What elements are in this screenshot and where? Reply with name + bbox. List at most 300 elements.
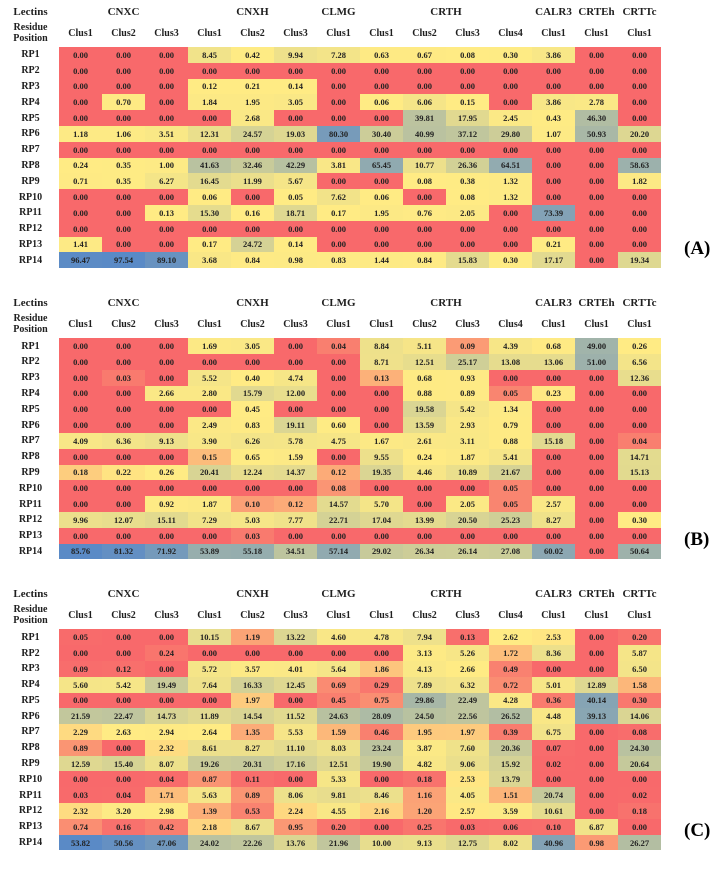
heatmap-cell: 0.00 bbox=[317, 645, 360, 661]
heatmap-row bbox=[2, 528, 661, 544]
heatmap-cell: 0.00 bbox=[188, 142, 231, 158]
heatmap-cell: 8.71 bbox=[360, 354, 403, 370]
heatmap-cell: 0.00 bbox=[59, 645, 102, 661]
heatmap-cell: 0.00 bbox=[403, 189, 446, 205]
heatmap-cell: 20.31 bbox=[231, 756, 274, 772]
heatmap-cell: 8.67 bbox=[231, 819, 274, 835]
row-label-rp11: RP11 bbox=[2, 787, 59, 803]
heatmap-cell: 0.75 bbox=[360, 693, 403, 709]
heatmap-cell: 0.00 bbox=[145, 338, 188, 354]
heatmap-cell: 0.06 bbox=[188, 189, 231, 205]
lectin-group-header-clmg: CLMG bbox=[321, 296, 356, 309]
heatmap-cell: 2.45 bbox=[489, 110, 532, 126]
heatmap-cell: 96.47 bbox=[59, 252, 102, 268]
heatmap-cell: 0.17 bbox=[188, 237, 231, 253]
heatmap-cell: 0.00 bbox=[403, 480, 446, 496]
lectin-group-header-crteh: CRTEh bbox=[578, 587, 615, 600]
cluster-header-crttc-clus1: Clus1 bbox=[627, 610, 652, 622]
heatmap-cell: 5.41 bbox=[489, 449, 532, 465]
heatmap-cell: 0.92 bbox=[145, 496, 188, 512]
heatmap-cell: 6.50 bbox=[618, 661, 661, 677]
cluster-header-crth-clus4: Clus4 bbox=[498, 319, 523, 331]
heatmap-panel bbox=[2, 3, 720, 268]
heatmap-cell: 0.08 bbox=[446, 189, 489, 205]
heatmap-cell: 8.45 bbox=[188, 47, 231, 63]
heatmap-cell: 0.24 bbox=[145, 645, 188, 661]
heatmap-cell: 0.20 bbox=[618, 629, 661, 645]
heatmap-cell: 7.62 bbox=[317, 189, 360, 205]
heatmap-cell: 0.00 bbox=[489, 528, 532, 544]
heatmap-cell: 0.00 bbox=[102, 47, 145, 63]
heatmap-row bbox=[2, 693, 661, 709]
heatmap-cell: 3.05 bbox=[274, 94, 317, 110]
heatmap-cell: 0.40 bbox=[231, 370, 274, 386]
heatmap-cell: 14.37 bbox=[274, 465, 317, 481]
heatmap-cell: 4.55 bbox=[317, 803, 360, 819]
heatmap-cell: 0.00 bbox=[618, 63, 661, 79]
cluster-header-cnxh-clus1: Clus1 bbox=[197, 319, 222, 331]
heatmap-cell: 21.96 bbox=[317, 835, 360, 851]
heatmap-cell: 0.60 bbox=[317, 417, 360, 433]
heatmap-cell: 2.94 bbox=[145, 724, 188, 740]
heatmap-cell: 0.10 bbox=[231, 496, 274, 512]
heatmap-cell: 50.56 bbox=[102, 835, 145, 851]
heatmap-cell: 0.93 bbox=[446, 370, 489, 386]
heatmap-cell: 0.84 bbox=[403, 252, 446, 268]
heatmap-cell: 6.56 bbox=[618, 354, 661, 370]
heatmap-cell: 5.78 bbox=[274, 433, 317, 449]
heatmap-cell: 0.00 bbox=[575, 465, 618, 481]
heatmap-cell: 0.00 bbox=[145, 370, 188, 386]
row-label-rp2: RP2 bbox=[2, 63, 59, 79]
heatmap-cell: 0.00 bbox=[618, 771, 661, 787]
heatmap-cell: 0.18 bbox=[618, 803, 661, 819]
heatmap-cell: 12.51 bbox=[317, 756, 360, 772]
row-label-rp7: RP7 bbox=[2, 724, 59, 740]
heatmap-cell: 18.71 bbox=[274, 205, 317, 221]
row-label-rp3: RP3 bbox=[2, 661, 59, 677]
heatmap-cell: 0.00 bbox=[317, 79, 360, 95]
heatmap-cell: 1.97 bbox=[446, 724, 489, 740]
lectin-group-header-crth: CRTH bbox=[430, 5, 462, 18]
heatmap-cell: 19.03 bbox=[274, 126, 317, 142]
heatmap-cell: 2.62 bbox=[489, 629, 532, 645]
heatmap-cell: 5.11 bbox=[403, 338, 446, 354]
heatmap-cell: 16.33 bbox=[231, 677, 274, 693]
heatmap-cell: 0.00 bbox=[102, 142, 145, 158]
heatmap-cell: 0.00 bbox=[360, 142, 403, 158]
heatmap-cell: 0.46 bbox=[360, 724, 403, 740]
heatmap-cell: 0.00 bbox=[575, 512, 618, 528]
heatmap-cell: 3.05 bbox=[231, 338, 274, 354]
lectin-group-header-cnxh: CNXH bbox=[236, 587, 269, 600]
row-label-rp14: RP14 bbox=[2, 544, 59, 560]
cluster-header-cnxc-clus2: Clus2 bbox=[111, 319, 136, 331]
cluster-header-crttc-clus1: Clus1 bbox=[627, 28, 652, 39]
heatmap-cell: 10.00 bbox=[360, 835, 403, 851]
heatmap-cell: 2.49 bbox=[188, 417, 231, 433]
heatmap-row bbox=[2, 354, 661, 370]
heatmap-cell: 0.00 bbox=[575, 661, 618, 677]
heatmap-cell: 10.15 bbox=[188, 629, 231, 645]
heatmap-cell: 0.00 bbox=[532, 528, 575, 544]
lectin-group-header-cnxc: CNXC bbox=[107, 5, 140, 18]
heatmap-cell: 0.00 bbox=[489, 94, 532, 110]
heatmap-cell: 0.36 bbox=[532, 693, 575, 709]
heatmap-cell: 3.13 bbox=[403, 645, 446, 661]
heatmap-cell: 0.74 bbox=[59, 819, 102, 835]
heatmap-cell: 12.59 bbox=[59, 756, 102, 772]
row-label-rp13: RP13 bbox=[2, 237, 59, 253]
heatmap-cell: 0.00 bbox=[618, 79, 661, 95]
heatmap-cell: 4.01 bbox=[274, 661, 317, 677]
heatmap-cell: 0.00 bbox=[231, 142, 274, 158]
cluster-header-crth-clus3: Clus3 bbox=[455, 610, 480, 622]
heatmap-cell: 1.00 bbox=[145, 158, 188, 174]
lectin-group-header-crttc: CRTTc bbox=[622, 296, 657, 309]
heatmap-cell: 8.06 bbox=[274, 787, 317, 803]
heatmap-cell: 0.07 bbox=[532, 740, 575, 756]
heatmap-cell: 0.88 bbox=[489, 433, 532, 449]
heatmap-cell: 0.09 bbox=[446, 338, 489, 354]
heatmap-cell: 15.18 bbox=[532, 433, 575, 449]
heatmap-cell: 8.46 bbox=[360, 787, 403, 803]
heatmap-cell: 2.61 bbox=[403, 433, 446, 449]
heatmap-cell: 23.24 bbox=[360, 740, 403, 756]
heatmap-cell: 2.24 bbox=[274, 803, 317, 819]
heatmap-cell: 2.05 bbox=[446, 205, 489, 221]
cluster-header-cnxc-clus3: Clus3 bbox=[154, 610, 179, 622]
cluster-header-clmg-clus1: Clus1 bbox=[326, 610, 351, 622]
heatmap-cell: 0.00 bbox=[59, 370, 102, 386]
heatmap-cell: 0.00 bbox=[145, 401, 188, 417]
heatmap-cell: 28.09 bbox=[360, 708, 403, 724]
heatmap-cell: 0.00 bbox=[403, 79, 446, 95]
heatmap-cell: 39.81 bbox=[403, 110, 446, 126]
heatmap-cell: 0.00 bbox=[59, 449, 102, 465]
heatmap-cell: 2.80 bbox=[188, 386, 231, 402]
heatmap-cell: 1.95 bbox=[360, 205, 403, 221]
heatmap-cell: 0.42 bbox=[145, 819, 188, 835]
heatmap-cell: 81.32 bbox=[102, 544, 145, 560]
cluster-header-cnxc-clus2: Clus2 bbox=[111, 610, 136, 622]
heatmap-cell: 2.53 bbox=[532, 629, 575, 645]
heatmap-cell: 19.26 bbox=[188, 756, 231, 772]
heatmap-cell: 0.00 bbox=[489, 370, 532, 386]
heatmap-cell: 5.72 bbox=[188, 661, 231, 677]
heatmap-cell: 0.00 bbox=[489, 63, 532, 79]
heatmap-cell: 85.76 bbox=[59, 544, 102, 560]
heatmap-cell: 3.11 bbox=[446, 433, 489, 449]
heatmap-cell: 26.27 bbox=[618, 835, 661, 851]
heatmap-cell: 19.34 bbox=[618, 252, 661, 268]
cluster-header-crth-clus1: Clus1 bbox=[369, 319, 394, 331]
heatmap-cell: 0.00 bbox=[360, 480, 403, 496]
heatmap-cell: 27.08 bbox=[489, 544, 532, 560]
heatmap-cell: 0.02 bbox=[532, 756, 575, 772]
heatmap-cell: 0.00 bbox=[274, 142, 317, 158]
heatmap-cell: 0.00 bbox=[489, 205, 532, 221]
heatmap-cell: 0.00 bbox=[446, 237, 489, 253]
heatmap-cell: 1.59 bbox=[274, 449, 317, 465]
heatmap-cell: 0.00 bbox=[575, 205, 618, 221]
heatmap-cell: 0.00 bbox=[188, 528, 231, 544]
cluster-header-cnxc-clus1: Clus1 bbox=[68, 610, 93, 622]
heatmap-cell: 0.53 bbox=[231, 803, 274, 819]
heatmap-cell: 0.00 bbox=[446, 221, 489, 237]
heatmap-cell: 2.57 bbox=[446, 803, 489, 819]
heatmap-cell: 0.00 bbox=[145, 110, 188, 126]
heatmap-cell: 0.00 bbox=[231, 189, 274, 205]
heatmap-cell: 4.78 bbox=[360, 629, 403, 645]
heatmap-cell: 0.08 bbox=[446, 47, 489, 63]
heatmap-cell: 0.00 bbox=[231, 645, 274, 661]
heatmap-cell: 26.34 bbox=[403, 544, 446, 560]
heatmap-cell: 0.00 bbox=[618, 47, 661, 63]
heatmap-cell: 42.29 bbox=[274, 158, 317, 174]
heatmap-cell: 0.06 bbox=[360, 189, 403, 205]
heatmap-cell: 0.00 bbox=[575, 47, 618, 63]
heatmap-cell: 0.00 bbox=[274, 401, 317, 417]
heatmap-cell: 0.00 bbox=[145, 417, 188, 433]
heatmap-cell: 0.00 bbox=[360, 79, 403, 95]
heatmap-cell: 6.06 bbox=[403, 94, 446, 110]
heatmap-cell: 0.22 bbox=[102, 465, 145, 481]
heatmap-cell: 12.45 bbox=[274, 677, 317, 693]
heatmap-cell: 0.00 bbox=[102, 496, 145, 512]
heatmap-cell: 12.00 bbox=[274, 386, 317, 402]
heatmap-cell: 0.00 bbox=[403, 528, 446, 544]
heatmap-cell: 1.86 bbox=[360, 661, 403, 677]
lectin-group-header-crteh: CRTEh bbox=[578, 5, 615, 18]
heatmap-cell: 5.52 bbox=[188, 370, 231, 386]
heatmap-cell: 1.58 bbox=[618, 677, 661, 693]
heatmap-cell: 6.36 bbox=[102, 433, 145, 449]
heatmap-cell: 20.36 bbox=[489, 740, 532, 756]
cluster-header-cnxh-clus3: Clus3 bbox=[283, 319, 308, 331]
heatmap-cell: 0.00 bbox=[360, 819, 403, 835]
heatmap-cell: 0.00 bbox=[274, 354, 317, 370]
heatmap-cell: 0.00 bbox=[102, 221, 145, 237]
heatmap-cell: 1.51 bbox=[489, 787, 532, 803]
heatmap-cell: 2.29 bbox=[59, 724, 102, 740]
heatmap-cell: 20.41 bbox=[188, 465, 231, 481]
cluster-header-crth-clus2: Clus2 bbox=[412, 610, 437, 622]
heatmap-cell: 0.00 bbox=[575, 740, 618, 756]
heatmap-cell: 2.32 bbox=[145, 740, 188, 756]
heatmap-cell: 0.00 bbox=[102, 401, 145, 417]
heatmap-cell: 0.00 bbox=[188, 645, 231, 661]
heatmap-cell: 0.83 bbox=[317, 252, 360, 268]
row-label-rp5: RP5 bbox=[2, 693, 59, 709]
heatmap-cell: 0.30 bbox=[618, 693, 661, 709]
heatmap-cell: 0.00 bbox=[575, 173, 618, 189]
heatmap-cell: 15.40 bbox=[102, 756, 145, 772]
heatmap-cell: 26.36 bbox=[446, 158, 489, 174]
heatmap-cell: 0.26 bbox=[145, 465, 188, 481]
heatmap-cell: 5.26 bbox=[446, 645, 489, 661]
heatmap-cell: 0.00 bbox=[575, 724, 618, 740]
heatmap-cell: 1.95 bbox=[231, 94, 274, 110]
heatmap-cell: 0.00 bbox=[145, 693, 188, 709]
heatmap-cell: 0.12 bbox=[188, 79, 231, 95]
heatmap-cell: 0.10 bbox=[532, 819, 575, 835]
heatmap-cell: 19.11 bbox=[274, 417, 317, 433]
heatmap-cell: 0.03 bbox=[231, 528, 274, 544]
heatmap-cell: 0.00 bbox=[59, 63, 102, 79]
heatmap-cell: 0.00 bbox=[317, 449, 360, 465]
heatmap-cell: 0.13 bbox=[360, 370, 403, 386]
cluster-header-cnxh-clus1: Clus1 bbox=[197, 28, 222, 39]
heatmap-cell: 13.59 bbox=[403, 417, 446, 433]
heatmap-cell: 1.87 bbox=[188, 496, 231, 512]
heatmap-cell: 9.06 bbox=[446, 756, 489, 772]
lectin-group-header-cnxh: CNXH bbox=[236, 5, 269, 18]
heatmap-cell: 40.99 bbox=[403, 126, 446, 142]
heatmap-cell: 0.15 bbox=[188, 449, 231, 465]
heatmap-cell: 0.84 bbox=[231, 252, 274, 268]
heatmap-cell: 0.00 bbox=[360, 110, 403, 126]
heatmap-cell: 0.05 bbox=[274, 189, 317, 205]
heatmap-cell: 0.00 bbox=[59, 94, 102, 110]
heatmap-cell: 0.00 bbox=[575, 771, 618, 787]
heatmap-cell: 0.00 bbox=[575, 221, 618, 237]
cluster-header-crth-clus1: Clus1 bbox=[369, 28, 394, 39]
heatmap-cell: 7.94 bbox=[403, 629, 446, 645]
heatmap-cell: 0.00 bbox=[446, 63, 489, 79]
heatmap-cell: 0.00 bbox=[102, 771, 145, 787]
heatmap-cell: 2.66 bbox=[145, 386, 188, 402]
heatmap-cell: 0.67 bbox=[403, 47, 446, 63]
heatmap-row bbox=[2, 803, 661, 819]
heatmap-cell: 1.67 bbox=[360, 433, 403, 449]
panel-label: (B) bbox=[684, 529, 710, 551]
heatmap-cell: 0.00 bbox=[102, 237, 145, 253]
residue-label-line2: Position bbox=[13, 614, 48, 626]
heatmap-cell: 25.17 bbox=[446, 354, 489, 370]
heatmap-cell: 40.14 bbox=[575, 693, 618, 709]
cluster-header-crth-clus2: Clus2 bbox=[412, 28, 437, 39]
heatmap-cell: 0.00 bbox=[274, 645, 317, 661]
heatmap-cell: 0.00 bbox=[618, 221, 661, 237]
heatmap-cell: 0.00 bbox=[575, 480, 618, 496]
heatmap-cell: 0.00 bbox=[59, 528, 102, 544]
cluster-header-cnxh-clus3: Clus3 bbox=[283, 28, 308, 39]
heatmap-cell: 0.00 bbox=[532, 480, 575, 496]
heatmap-cell: 0.18 bbox=[403, 771, 446, 787]
heatmap-cell: 0.00 bbox=[59, 205, 102, 221]
heatmap-cell: 0.24 bbox=[403, 449, 446, 465]
heatmap-cell: 0.00 bbox=[102, 417, 145, 433]
cluster-header-cnxc-clus1: Clus1 bbox=[68, 319, 93, 331]
lectin-group-header-cnxc: CNXC bbox=[107, 587, 140, 600]
heatmap-cell: 0.00 bbox=[188, 110, 231, 126]
heatmap-cell: 0.00 bbox=[317, 142, 360, 158]
residue-position-header bbox=[2, 20, 59, 47]
heatmap-cell: 0.00 bbox=[145, 661, 188, 677]
heatmap-cell: 0.06 bbox=[489, 819, 532, 835]
heatmap-cell: 13.99 bbox=[403, 512, 446, 528]
heatmap-cell: 1.71 bbox=[145, 787, 188, 803]
heatmap-cell: 0.16 bbox=[231, 205, 274, 221]
cluster-header-cnxc-clus3: Clus3 bbox=[154, 319, 179, 331]
heatmap-cell: 55.18 bbox=[231, 544, 274, 560]
lectin-group-header-calr3: CALR3 bbox=[535, 587, 572, 600]
heatmap-cell: 0.63 bbox=[360, 47, 403, 63]
heatmap-cell: 0.05 bbox=[489, 480, 532, 496]
lectin-group-header-crttc: CRTTc bbox=[622, 587, 657, 600]
heatmap-row bbox=[2, 544, 661, 560]
row-label-rp12: RP12 bbox=[2, 221, 59, 237]
heatmap-cell: 10.61 bbox=[532, 803, 575, 819]
heatmap-row bbox=[2, 126, 661, 142]
heatmap-cell: 0.00 bbox=[102, 386, 145, 402]
heatmap-cell: 11.52 bbox=[274, 708, 317, 724]
heatmap-cell: 3.68 bbox=[188, 252, 231, 268]
lectin-group-header-cnxc: CNXC bbox=[107, 296, 140, 309]
heatmap-cell: 17.04 bbox=[360, 512, 403, 528]
heatmap-cell: 0.00 bbox=[618, 94, 661, 110]
heatmap-row bbox=[2, 189, 661, 205]
heatmap-cell: 0.00 bbox=[575, 756, 618, 772]
heatmap-cell: 0.00 bbox=[532, 370, 575, 386]
heatmap-cell: 0.89 bbox=[59, 740, 102, 756]
heatmap-cell: 0.00 bbox=[618, 417, 661, 433]
residue-label-line2: Position bbox=[13, 323, 48, 335]
heatmap-cell: 0.00 bbox=[360, 645, 403, 661]
heatmap-cell: 0.00 bbox=[446, 528, 489, 544]
heatmap-cell: 0.00 bbox=[102, 338, 145, 354]
heatmap-cell: 0.00 bbox=[59, 110, 102, 126]
heatmap-cell: 0.00 bbox=[575, 158, 618, 174]
row-label-rp4: RP4 bbox=[2, 386, 59, 402]
heatmap-cell: 64.51 bbox=[489, 158, 532, 174]
heatmap-cell: 0.11 bbox=[231, 771, 274, 787]
heatmap-cell: 0.00 bbox=[317, 386, 360, 402]
heatmap-cell: 51.00 bbox=[575, 354, 618, 370]
heatmap-cell: 0.00 bbox=[231, 63, 274, 79]
heatmap-cell: 19.49 bbox=[145, 677, 188, 693]
heatmap-cell: 2.78 bbox=[575, 94, 618, 110]
heatmap-cell: 0.00 bbox=[102, 645, 145, 661]
heatmap-cell: 0.14 bbox=[274, 79, 317, 95]
heatmap-cell: 5.63 bbox=[188, 787, 231, 803]
heatmap-cell: 0.00 bbox=[231, 221, 274, 237]
heatmap-cell: 14.57 bbox=[317, 496, 360, 512]
heatmap-cell: 1.44 bbox=[360, 252, 403, 268]
panel-label: (A) bbox=[684, 238, 711, 260]
heatmap-cell: 8.27 bbox=[231, 740, 274, 756]
heatmap-cell: 0.00 bbox=[403, 63, 446, 79]
heatmap-cell: 0.04 bbox=[317, 338, 360, 354]
heatmap-cell: 0.00 bbox=[231, 354, 274, 370]
heatmap-cell: 15.79 bbox=[231, 386, 274, 402]
heatmap-cell: 26.52 bbox=[489, 708, 532, 724]
heatmap-cell: 1.32 bbox=[489, 189, 532, 205]
heatmap-cell: 0.04 bbox=[145, 771, 188, 787]
heatmap-cell: 0.30 bbox=[489, 47, 532, 63]
heatmap-row bbox=[2, 252, 661, 268]
heatmap-cell: 5.67 bbox=[274, 173, 317, 189]
heatmap-row bbox=[2, 158, 661, 174]
heatmap-cell: 0.00 bbox=[102, 63, 145, 79]
heatmap-row bbox=[2, 63, 661, 79]
heatmap-cell: 12.24 bbox=[231, 465, 274, 481]
heatmap-cell: 3.57 bbox=[231, 661, 274, 677]
row-label-rp1: RP1 bbox=[2, 629, 59, 645]
heatmap-cell: 0.00 bbox=[360, 221, 403, 237]
heatmap-cell: 0.00 bbox=[360, 417, 403, 433]
